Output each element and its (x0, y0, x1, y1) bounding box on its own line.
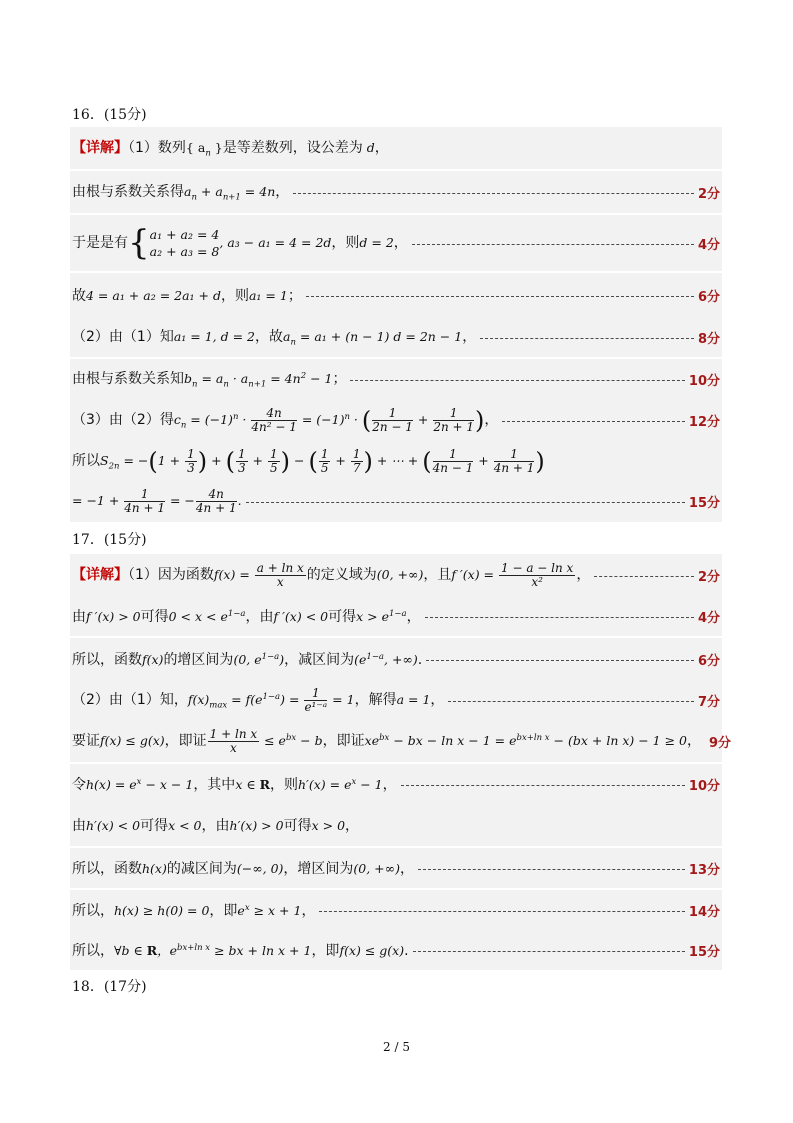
score-label: 6分 (697, 289, 720, 305)
q17-line-4: （2）由（1）知，$f(x)_{max} = f(e^{1-a})$ = $\frac{1}{\text{e¹⁻ᵃ}}$ = 1，解得a = 1， 7分 (72, 685, 720, 714)
dashed-leader (426, 660, 694, 661)
q17-line-1: 【详解】（1）因为函数f(x) = $\frac{\text{a + ln x}}{x}$ 的定义域为(0, +∞)，且f ′(x) = $\frac{\text{1 − a − ln x}}{\text{x²}}$ ， 2分 (72, 560, 720, 589)
q17-line-10: 所以，∀b ∈ R，$e^{bx+ln x}$ ≥ bx + ln x + 1，即f(x) ≤ g(x). 15分 (72, 930, 722, 970)
q16-solution-block (70, 127, 722, 522)
dashed-leader (293, 193, 694, 194)
q17-line-9: 所以，h(x) ≥ h(0) = 0，即$e^x \ge x + 1$， 14分 (72, 890, 722, 930)
q16-line-4: 故4 = a₁ + a₂ = 2a₁ + d，则a₁ = 1； 6分 (72, 273, 722, 317)
q17-line-3: 所以，函数f(x)的增区间为(0, $e^{1-a}$)，减区间为($e^{1-a}$, +∞). 6分 (72, 638, 722, 680)
score-label: 12分 (688, 414, 720, 430)
score-label: 10分 (688, 373, 720, 389)
q17-line-5: 要证f(x) ≤ g(x)，即证 $\frac{\text{1 + ln x}}{x}$ ≤ $e^{bx} - b$，即证$xe^{bx}$ − bx − $\ln x - 1 = e^{bx+ln x} - (bx + \ln x) - 1 \ge 0$， 9分 (72, 726, 732, 755)
dashed-leader (502, 421, 685, 422)
q16-line-2: 由根与系数关系得$a_n + a_{n+1} = 4n$， 2分 (72, 184, 720, 203)
question-18-header: 18．(17分) (72, 979, 147, 995)
score-label: 14分 (688, 904, 720, 920)
q16-line-6: 由根与系数关系知$b_n = a_n \cdot a_{n+1} = 4n^2 - 1$； 10分 (72, 371, 720, 390)
q16-line-1: 【详解】（1）数列{ $a_n$ }是等差数列，设公差为 d， (72, 140, 389, 159)
score-label: 15分 (688, 496, 720, 511)
score-label: 2分 (697, 569, 720, 585)
solution-tag: 【详解】 (72, 140, 128, 157)
question-17-header: 17．(15分) (72, 532, 147, 548)
dashed-leader (412, 244, 694, 245)
score-label: 4分 (697, 237, 720, 253)
score-label: 2分 (697, 186, 720, 202)
score-label: 6分 (697, 653, 720, 669)
score-label: 13分 (688, 862, 720, 878)
q16-line-3: 于是是有 { a₁ + a₂ = 4 a₂ + a₃ = 8 , a₃ − a₁ = 4 = 2d，则d = 2， 4分 (72, 223, 720, 263)
q16-line-8: 所以$S_{2n} = -(1$ + $\frac{1}{3}$ ) + ( $\frac{1}{3}$ + $\frac{1}{5}$ ) − ( $\frac{1}{5}$ + $\frac{1}{7}$ ) + ⋯ + ( $\frac{1}{4n - 1}$ + $\frac{1}{4n + 1}$ ) (72, 446, 545, 475)
question-16-header: 16．(15分) (72, 107, 147, 123)
dashed-leader (413, 951, 685, 952)
dashed-leader (306, 296, 694, 297)
dashed-leader (350, 380, 684, 381)
q17-solution-block (70, 554, 732, 970)
score-label: 8分 (697, 331, 720, 347)
dashed-leader (401, 785, 685, 786)
dashed-leader (425, 617, 694, 618)
dashed-leader (594, 576, 694, 577)
q17-line-6: 令$h(x) = e^x - x - 1$，其中x ∈ R，则$h'(x) = e^x - 1$， 10分 (72, 764, 722, 804)
q17-line-7: 由h′(x) < 0可得x < 0，由h′(x) > 0可得x > 0， (72, 818, 360, 834)
page-number: 2 / 5 (383, 1040, 410, 1054)
q17-line-2: 由f ′(x) > 0可得$0 < x < e^{1-a}$，由f ′(x) < 0可得$x > e^{1-a}$， 4分 (72, 596, 722, 636)
q16-line-7: （3）由（2）得$c_n = (-1)^n$ · $\frac{4n}{\text{4n² − 1}}$ = $(-1)^n$ · ( $\frac{1}{2n - 1}$ + $\frac{1}{2n + 1}$ )， 12分 (72, 405, 720, 434)
score-label: 4分 (697, 610, 720, 626)
dashed-leader (418, 869, 685, 870)
q16-line-5: （2）由（1）知a₁ = 1, d = 2，故$a_n = a_1 + (n - 1) d = 2n - 1$， 8分 (72, 329, 720, 348)
q17-line-8: 所以，函数h(x)的减区间为(−∞, 0)，增区间为(0, +∞)， 13分 (72, 848, 722, 888)
solution-tag: 【详解】 (72, 566, 128, 583)
dashed-leader (448, 701, 694, 702)
score-label: 7分 (697, 694, 720, 710)
dashed-leader (246, 502, 685, 503)
score-label: 10分 (688, 778, 720, 794)
score-label: 15分 (688, 944, 720, 960)
dashed-leader (480, 338, 694, 339)
q16-line-9: = −1 + $\frac{1}{4n + 1}$ = − $\frac{4n}{4n + 1}$ . 15分 (72, 487, 720, 515)
dashed-leader (319, 911, 684, 912)
score-label: 9分 (709, 735, 732, 751)
